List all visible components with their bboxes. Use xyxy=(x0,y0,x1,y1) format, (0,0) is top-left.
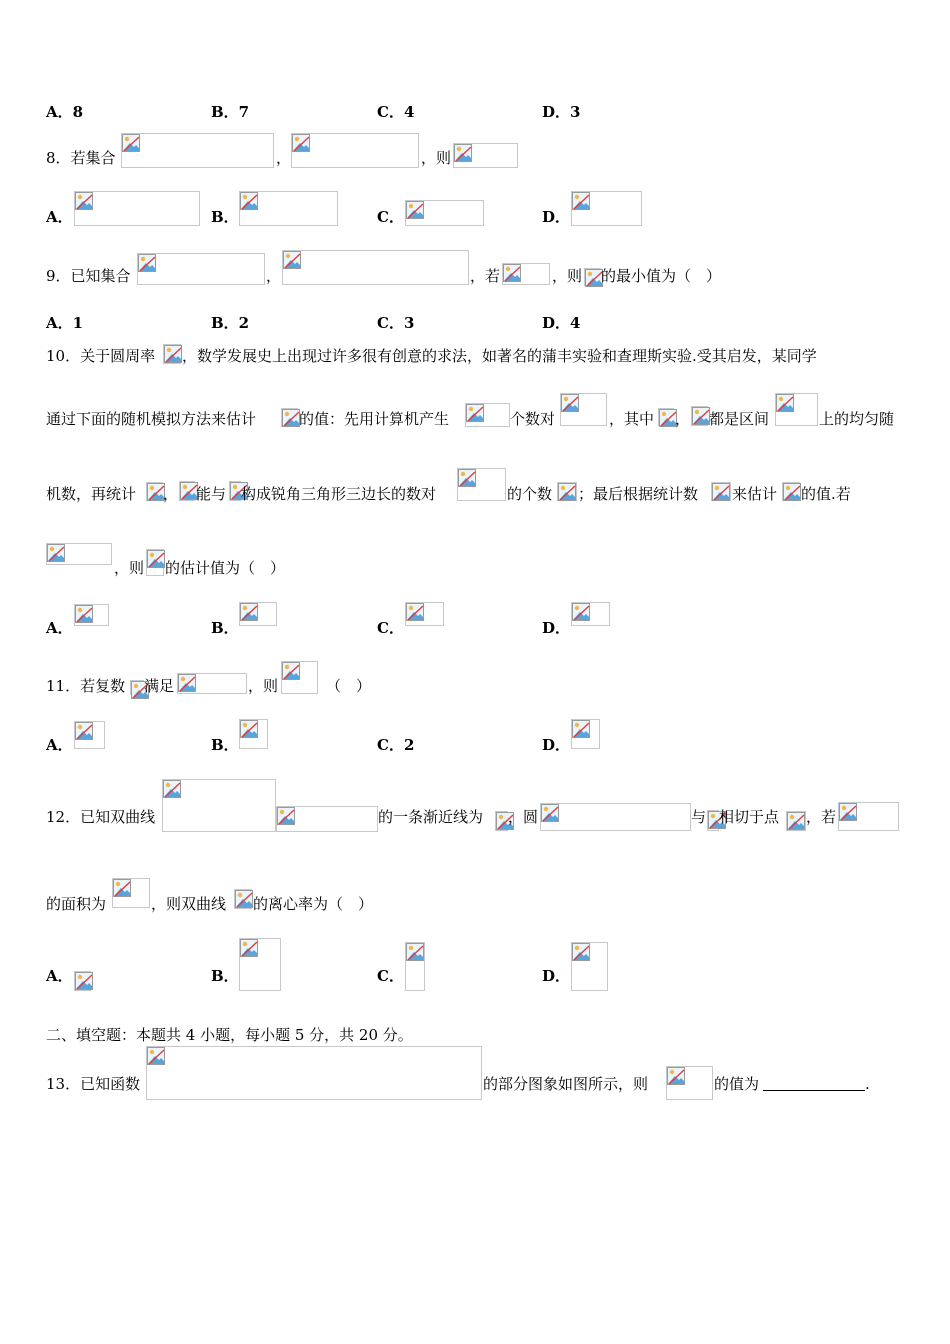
q12-text: ，圆 xyxy=(508,808,539,826)
q10-text: 来估计 xyxy=(732,485,778,503)
broken-image-icon xyxy=(571,602,610,626)
broken-image-icon xyxy=(584,268,601,286)
q8-option-c: C． xyxy=(377,208,404,226)
broken-image-icon xyxy=(405,942,425,991)
broken-image-icon xyxy=(666,1066,713,1100)
q10-text: 通过下面的随机模拟方法来估计 xyxy=(46,410,257,428)
broken-image-icon xyxy=(137,253,265,285)
broken-image-icon xyxy=(540,803,691,831)
q12-stem: 12．已知双曲线 xyxy=(46,808,156,826)
broken-image-icon xyxy=(775,393,818,426)
q11-option-c: C．2 xyxy=(377,736,415,754)
q9-text: ，若 xyxy=(470,267,501,285)
q9-text: 的最小值为（ ） xyxy=(601,267,722,285)
q7-option-a: A．8 xyxy=(46,103,84,121)
q10-text: ，则 xyxy=(114,559,145,577)
q13-text: 的部分图象如图所示，则 xyxy=(483,1075,649,1093)
broken-image-icon xyxy=(146,482,163,501)
broken-image-icon xyxy=(146,1046,482,1100)
broken-image-icon xyxy=(234,889,252,909)
q10-text: 机数，再统计 xyxy=(46,485,137,503)
broken-image-icon xyxy=(495,811,508,831)
q11-option-b: B． xyxy=(211,736,239,754)
q9-text: ， xyxy=(266,267,282,285)
q8-option-a: A． xyxy=(46,208,73,226)
q9-option-c: C．3 xyxy=(377,314,415,332)
q10-text: ， xyxy=(675,410,691,428)
q8-text: ，则 xyxy=(421,149,452,167)
broken-image-icon xyxy=(711,482,731,501)
broken-image-icon xyxy=(453,143,518,168)
broken-image-icon xyxy=(571,191,642,226)
q7-option-b: B．7 xyxy=(211,103,250,121)
q13-text: 的值为 xyxy=(714,1075,760,1093)
broken-image-icon xyxy=(276,806,378,832)
broken-image-icon xyxy=(74,604,109,626)
q10-text: 的个数 xyxy=(507,485,553,503)
broken-image-icon xyxy=(281,661,318,694)
broken-image-icon xyxy=(229,481,241,501)
q11-text: 满足 xyxy=(144,677,175,695)
q12-text: ，则双曲线 xyxy=(151,895,227,913)
q10-text: 的值：先用计算机产生 xyxy=(299,410,450,428)
broken-image-icon xyxy=(457,468,506,501)
broken-image-icon xyxy=(239,602,277,626)
broken-image-icon xyxy=(658,408,674,426)
broken-image-icon xyxy=(557,482,577,501)
q11-text: ，则 xyxy=(248,677,279,695)
q9-stem: 9．已知集合 xyxy=(46,267,131,285)
q9-option-b: B．2 xyxy=(211,314,250,332)
broken-image-icon xyxy=(74,721,105,749)
q7-option-d: D．3 xyxy=(542,103,581,121)
q10-text: 能与 xyxy=(196,485,227,503)
q13-stem: 13．已知函数 xyxy=(46,1075,141,1093)
q10-text: 的估计值为（ ） xyxy=(165,559,286,577)
broken-image-icon xyxy=(239,719,268,749)
broken-image-icon xyxy=(281,408,298,427)
broken-image-icon xyxy=(162,779,276,832)
broken-image-icon xyxy=(239,938,281,991)
q12-text: 的离心率为（ ） xyxy=(253,895,374,913)
broken-image-icon xyxy=(239,191,338,226)
broken-image-icon xyxy=(707,810,719,831)
q8-text: ， xyxy=(276,149,292,167)
broken-image-icon xyxy=(838,802,899,831)
q10-option-c: C． xyxy=(377,619,404,637)
broken-image-icon xyxy=(560,393,607,426)
q10-text: 都是区间 xyxy=(709,410,770,428)
q12-option-c: C． xyxy=(377,967,404,985)
q9-option-d: D．4 xyxy=(542,314,581,332)
q8-stem: 8．若集合 xyxy=(46,149,116,167)
q10-text: 的值.若 xyxy=(801,485,851,503)
broken-image-icon xyxy=(291,133,419,168)
q11-text: （ ） xyxy=(326,677,372,695)
q10-text: ， xyxy=(163,485,179,503)
q12-text: 的面积为 xyxy=(46,895,107,913)
q9-text: ，则 xyxy=(552,267,583,285)
q13-text: . xyxy=(865,1075,870,1093)
q12-text: ，若 xyxy=(806,808,837,826)
q10-text: 上的均匀随 xyxy=(819,410,895,428)
broken-image-icon xyxy=(282,250,469,285)
broken-image-icon xyxy=(74,971,91,991)
q12-text: 相切于点 xyxy=(719,808,780,826)
section-heading: 二、填空题：本题共 4 小题，每小题 5 分，共 20 分。 xyxy=(46,1026,413,1044)
q10-option-b: B． xyxy=(211,619,239,637)
q12-option-d: D． xyxy=(542,967,571,985)
broken-image-icon xyxy=(112,878,150,908)
broken-image-icon xyxy=(146,549,164,576)
broken-image-icon xyxy=(405,602,444,626)
q7-option-c: C．4 xyxy=(377,103,415,121)
q11-option-d: D． xyxy=(542,736,571,754)
q12-text: 与 xyxy=(691,808,707,826)
q10-option-a: A． xyxy=(46,619,73,637)
broken-image-icon xyxy=(465,403,510,427)
broken-image-icon xyxy=(405,200,484,226)
broken-image-icon xyxy=(571,719,600,749)
q8-option-d: D． xyxy=(542,208,571,226)
broken-image-icon xyxy=(179,481,195,501)
q10-text: ，数学发展史上出现过许多很有创意的求法，如著名的蒲丰实验和查理斯实验.受其启发，某同学 xyxy=(182,347,817,365)
q11-option-a: A． xyxy=(46,736,73,754)
q10-option-d: D． xyxy=(542,619,571,637)
q12-option-b: B． xyxy=(211,967,239,985)
q12-option-a: A． xyxy=(46,967,73,985)
answer-blank[interactable] xyxy=(763,1074,865,1091)
q10-text: 个数对 xyxy=(510,410,556,428)
broken-image-icon xyxy=(121,133,274,168)
broken-image-icon xyxy=(786,811,806,831)
broken-image-icon xyxy=(163,344,181,364)
q8-option-b: B． xyxy=(211,208,239,226)
broken-image-icon xyxy=(130,680,144,695)
q10-text: 10．关于圆周率 xyxy=(46,347,156,365)
broken-image-icon xyxy=(46,543,112,565)
q9-option-a: A．1 xyxy=(46,314,84,332)
q10-text: ；最后根据统计数 xyxy=(578,485,699,503)
q12-text: 的一条渐近线为 xyxy=(378,808,484,826)
broken-image-icon xyxy=(74,191,200,226)
q10-text: 构成锐角三角形三边长的数对 xyxy=(241,485,437,503)
broken-image-icon xyxy=(177,673,247,694)
broken-image-icon xyxy=(571,942,608,991)
q11-stem: 11．若复数 xyxy=(46,677,126,695)
q10-text: ，其中 xyxy=(609,410,655,428)
broken-image-icon xyxy=(782,482,800,501)
broken-image-icon xyxy=(691,406,708,426)
broken-image-icon xyxy=(502,263,550,285)
